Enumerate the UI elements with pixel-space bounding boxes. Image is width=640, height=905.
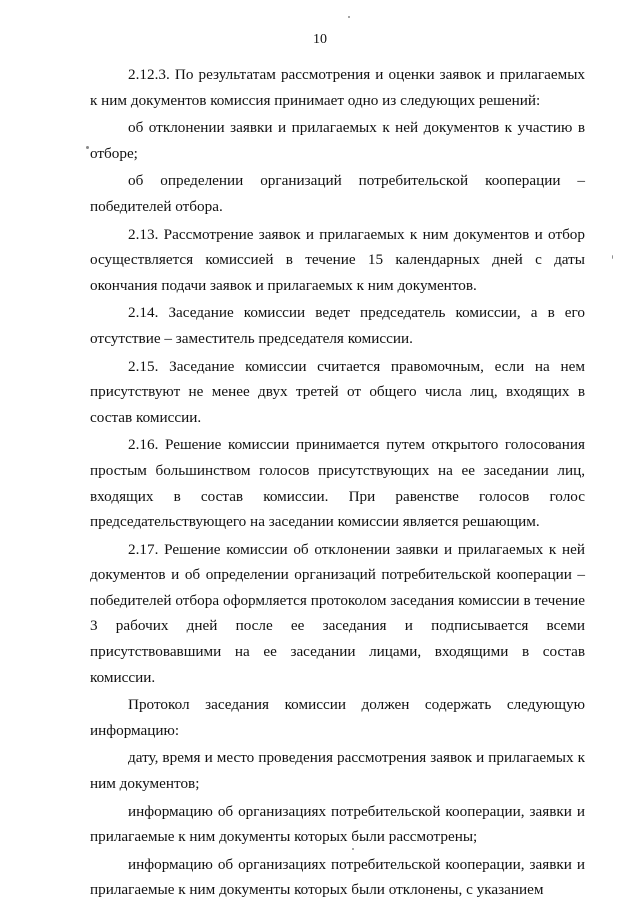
paragraph-2-13: 2.13. Рассмотрение заявок и прилагаемых к ним документов и отбор осуществляется комиссией в течение 15 календарных дней с даты окончания подачи заявок и прилагаемых к ним документов.	[90, 225, 585, 294]
paragraph-protocol-intro: Протокол заседания комиссии должен содержать следующую информацию:	[90, 696, 585, 739]
paragraph-protocol-rejected: информацию об организациях потребительской кооперации, заявки и прилагаемые к ним документы которых были отклонены, с указанием	[90, 855, 585, 899]
paragraph-2-16: 2.16. Решение комиссии принимается путем открытого голосования простым большинством голосов присутствующих на ее заседании лиц, входящих в состав комиссии. При равенстве голосов голос председательствующего на заседании комиссии является решающим.	[90, 436, 585, 531]
scan-speck	[86, 146, 89, 149]
scan-speck	[352, 848, 354, 850]
scan-speck	[348, 16, 350, 18]
paragraph-2-15: 2.15. Заседание комиссии считается правомочным, если на нем присутствуют не менее двух третей от общего числа лиц, входящих в состав комиссии.	[90, 357, 585, 426]
paragraph-winners-option: об определении организаций потребительской кооперации – победителей отбора.	[90, 172, 585, 215]
paragraph-2-17: 2.17. Решение комиссии об отклонении заявки и прилагаемых к ней документов и об определении организаций потребительской кооперации – победителей отбора оформляется протоколом заседания комиссии в течение 3 рабочих дней после ее заседания и подписывается всеми присутствовавшими на ее заседании лицами, входящими в состав комиссии.	[90, 540, 585, 686]
paragraph-protocol-reviewed: информацию об организациях потребительской кооперации, заявки и прилагаемые к ним документы которых были рассмотрены;	[90, 802, 585, 846]
paragraph-reject-option: об отклонении заявки и прилагаемых к ней документов к участию в отборе;	[90, 119, 585, 162]
page-number: 10	[313, 32, 327, 47]
paragraph-2-12-3: 2.12.3. По результатам рассмотрения и оценки заявок и прилагаемых к ним документов комиссия принимает одно из следующих решений:	[90, 66, 585, 109]
paragraph-protocol-date: дату, время и место проведения рассмотрения заявок и прилагаемых к ним документов;	[90, 749, 585, 793]
scan-speck	[612, 255, 613, 259]
document-body	[90, 62, 585, 905]
paragraph-2-14: 2.14. Заседание комиссии ведет председатель комиссии, а в его отсутствие – заместитель председателя комиссии.	[90, 304, 585, 347]
